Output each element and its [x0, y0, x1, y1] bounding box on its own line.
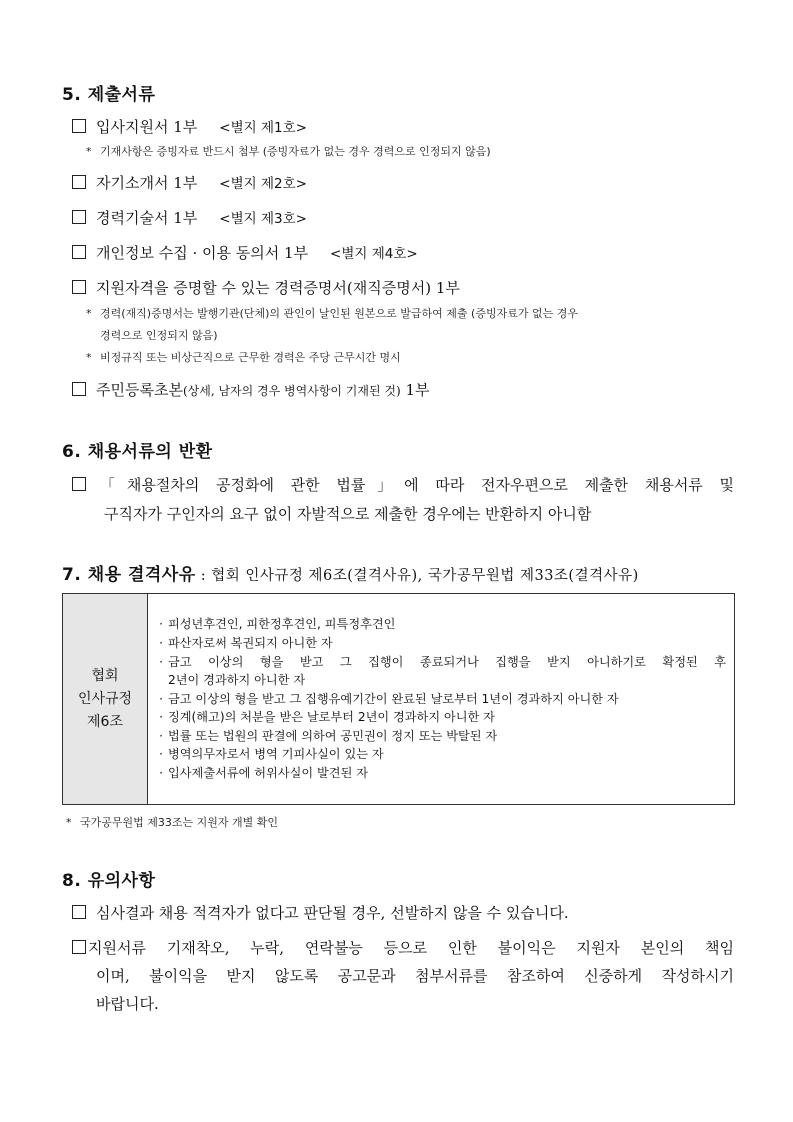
submission-item: 주민등록초본(상세, 남자의 경우 병역사항이 기재된 것) 1부	[72, 380, 430, 401]
checkbox-icon	[72, 382, 86, 396]
list-item: · 금고 이상의 형을 받고 그 집행유예기간이 완료된 날로부터 1년이 경과하지 아니한 자	[159, 691, 619, 706]
return-policy-line: 「채용절차의 공정화에 관한 법률」에 따라 전자우편으로 제출한 채용서류 및	[72, 475, 734, 495]
section-7-title: 7. 채용 결격사유 : 협회 인사규정 제6조(결격사유), 국가공무원법 제33조(결격사유)	[62, 565, 639, 585]
disqualification-table	[62, 593, 735, 805]
submission-item: 입사지원서 1부 <별지 제1호>	[72, 117, 307, 138]
submission-item: 자기소개서 1부 <별지 제2호>	[72, 173, 307, 194]
list-item: · 금고 이상의 형을 받고 그 집행이 종료되거나 집행을 받지 아니하기로 확정된 후	[159, 654, 726, 669]
footnote: * 경력(재직)증명서는 발행기관(단체)의 관인이 날인된 원본으로 발급하여 제출 (증빙자료가 없는 경우	[86, 307, 578, 320]
checkbox-icon	[72, 940, 86, 954]
return-policy-line: 구직자가 구인자의 요구 없이 자발적으로 제출한 경우에는 반환하지 아니함	[104, 505, 592, 523]
list-item: · 파산자로써 복권되지 아니한 자	[159, 635, 333, 650]
list-item-continued: 2년이 경과하지 아니한 자	[168, 673, 306, 688]
checkbox-icon	[72, 280, 86, 294]
list-item: · 병역의무자로서 병역 기피사실이 있는 자	[159, 747, 384, 762]
checkbox-icon	[72, 477, 86, 491]
checkbox-icon	[72, 119, 86, 133]
list-item: · 법률 또는 법원의 판결에 의하여 공민권이 정지 또는 박탈된 자	[159, 728, 498, 743]
list-item: · 피성년후견인, 피한정후견인, 피특정후견인	[159, 617, 396, 632]
checkbox-icon	[72, 245, 86, 259]
section-7-subtitle: : 협회 인사규정 제6조(결격사유), 국가공무원법 제33조(결격사유)	[195, 568, 639, 584]
footnote: * 기재사항은 증빙자료 반드시 첨부 (증빙자료가 없는 경우 경력으로 인정되지 않음)	[86, 145, 491, 158]
caution-item: 심사결과 채용 적격자가 없다고 판단될 경우, 선발하지 않을 수 있습니다.	[72, 903, 569, 923]
footnote: * 비정규직 또는 비상근직으로 근무한 경력은 주당 근무시간 명시	[86, 351, 401, 364]
submission-item: 지원자격을 증명할 수 있는 경력증명서(재직증명서) 1부	[72, 278, 460, 298]
table-label-cell: 협회 인사규정 제6조	[63, 594, 148, 805]
checkbox-icon	[72, 905, 86, 919]
list-item: · 입사제출서류에 허위사실이 발견된 자	[159, 766, 368, 781]
submission-item: 개인정보 수집 · 이용 동의서 1부 <별지 제4호>	[72, 243, 418, 264]
submission-item: 경력기술서 1부 <별지 제3호>	[72, 208, 307, 229]
caution-item-continued: 이며, 불이익을 받지 않도록 공고문과 첨부서류를 참조하여 신중하게 작성하시기	[96, 967, 734, 985]
caution-item-continued: 바랍니다.	[96, 995, 159, 1013]
caution-item: 지원서류 기재착오, 누락, 연락불능 등으로 인한 불이익은 지원자 본인의 책임	[72, 938, 734, 958]
footnote-continued: 경력으로 인정되지 않음)	[100, 329, 218, 342]
footnote: * 국가공무원법 제33조는 지원자 개별 확인	[66, 816, 278, 829]
checkbox-icon	[72, 175, 86, 189]
section-8-title: 8. 유의사항	[62, 871, 156, 891]
checkbox-icon	[72, 210, 86, 224]
section-6-title: 6. 채용서류의 반환	[62, 442, 213, 462]
section-5-title: 5. 제출서류	[62, 85, 156, 105]
list-item: · 징계(해고)의 처분을 받은 날로부터 2년이 경과하지 아니한 자	[159, 710, 495, 725]
table-items-cell	[148, 594, 735, 805]
